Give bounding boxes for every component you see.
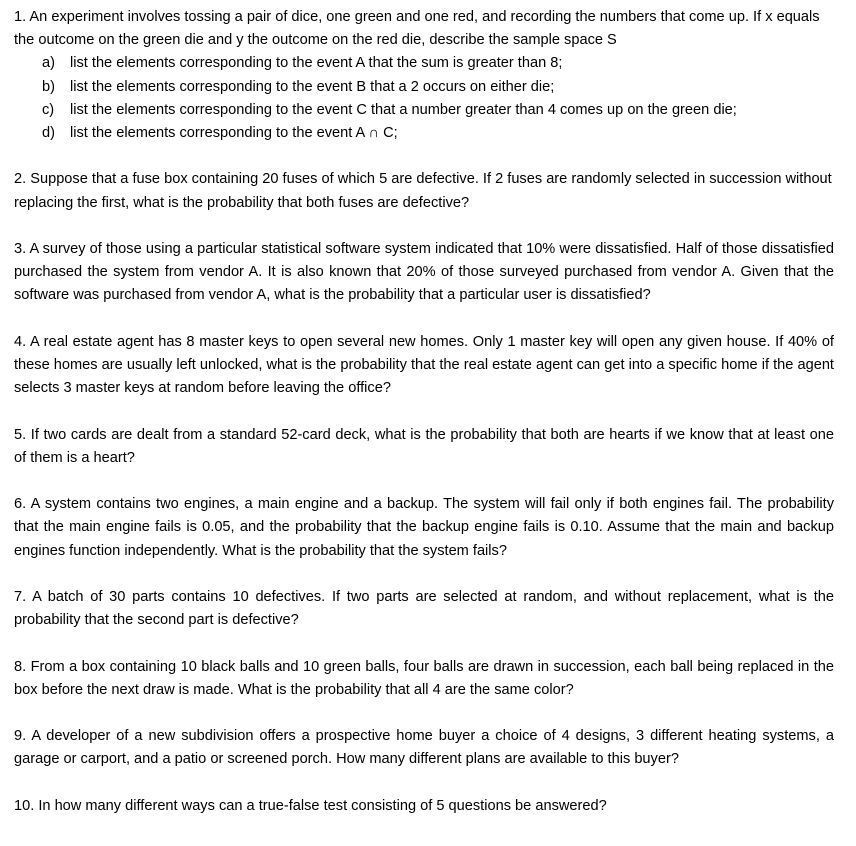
question-1-parts	[14, 52, 834, 145]
question-7: 7. A batch of 30 parts contains 10 defectives. If two parts are selected at random, and without replacement, what is the probability that the second part is defective?	[14, 588, 834, 629]
question-10: 10. In how many different ways can a true-false test consisting of 5 questions be answered?	[14, 797, 607, 814]
part-marker: c)	[42, 101, 55, 118]
part-text: list the elements corresponding to the event A that the sum is greater than 8;	[70, 55, 563, 72]
part-marker: d)	[42, 125, 55, 142]
part-marker: b)	[42, 78, 55, 95]
part-marker: a)	[42, 55, 55, 72]
part-text: list the elements corresponding to the event C that a number greater than 4 comes up on the green die;	[70, 101, 737, 118]
question-1-part-d	[14, 122, 834, 145]
question-8: 8. From a box containing 10 black balls and 10 green balls, four balls are drawn in succession, each ball being replaced in the box before the next draw is made. What is the probability that all 4 are the same color?	[14, 658, 834, 698]
question-4: 4. A real estate agent has 8 master keys to open several new homes. Only 1 master key will open any given house. If 40% of these homes are usually left unlocked, what is the probability that the real estate agent can get into a specific home if the agent selects 3 master keys at random before leaving the office?	[14, 333, 834, 397]
question-1-part-a	[14, 52, 834, 75]
question-1	[14, 6, 834, 145]
part-text: list the elements corresponding to the event B that a 2 occurs on either die;	[70, 78, 555, 95]
question-1-text: 1. An experiment involves tossing a pair of dice, one green and one red, and recording the numbers that come up. If x equals the outcome on the green die and y the outcome on the red die, describe the sample space S	[14, 9, 820, 49]
question-2: 2. Suppose that a fuse box containing 20 fuses of which 5 are defective. If 2 fuses are randomly selected in succession without replacing the first, what is the probability that both fuses are defective?	[14, 171, 832, 211]
part-text: list the elements corresponding to the event A ∩ C;	[70, 125, 398, 142]
question-9: 9. A developer of a new subdivision offers a prospective home buyer a choice of 4 designs, 3 different heating systems, a garage or carport, and a patio or screened porch. How many different plans are available to this buyer?	[14, 728, 834, 768]
question-1-part-c	[14, 99, 834, 122]
question-1-part-b	[14, 76, 834, 99]
question-6: 6. A system contains two engines, a main engine and a backup. The system will fail only if both engines fail. The probability that the main engine fails is 0.05, and the probability that the backup engine fails is 0.10. Assume that the main and backup engines function independently. What is the probability that the system fails?	[14, 496, 834, 559]
question-5: 5. If two cards are dealt from a standard 52-card deck, what is the probability that both are hearts if we know that at least one of them is a heart?	[14, 426, 834, 466]
question-3: 3. A survey of those using a particular statistical software system indicated that 10% were dissatisfied. Half of those dissatisfied purchased the system from vendor A. It is also known that 20% of those surveyed purchased from vendor A. Given that the software was purchased from vendor A, what is the probability that a particular user is dissatisfied?	[14, 241, 834, 304]
